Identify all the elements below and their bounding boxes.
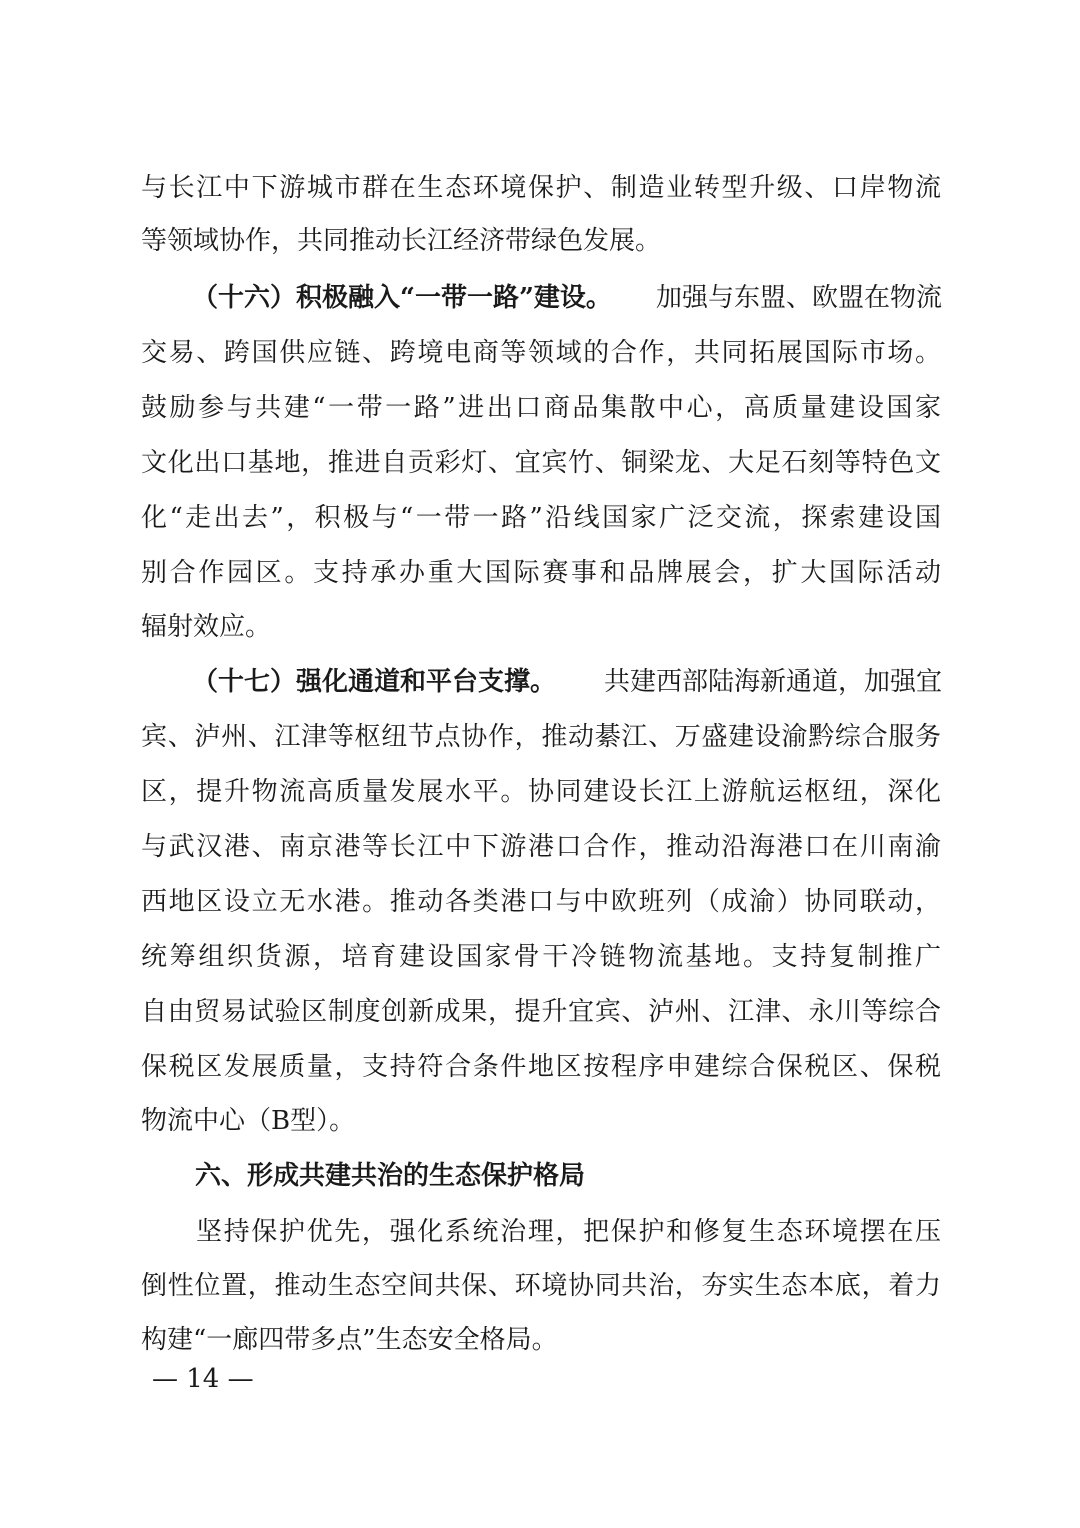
paragraph-line: 文化出口基地，推进自贡彩灯、宜宾竹、铜梁龙、大足石刻等特色文 (141, 448, 941, 478)
section-17-first-line (192, 662, 942, 702)
section-16-text-start: 加强与东盟、欧盟在物流 (655, 283, 942, 313)
section-17-text-start: 共建西部陆海新通道，加强宜 (603, 667, 942, 697)
paragraph-line: 与长江中下游城市群在生态环境保护、制造业转型升级、口岸物流 (141, 173, 941, 203)
paragraph-line: 西地区设立无水港。推动各类港口与中欧班列（成渝）协同联动， (141, 887, 941, 917)
paragraph-line: 交易、跨国供应链、跨境电商等领域的合作，共同拓展国际市场。 (141, 338, 941, 368)
section-16-title: （十六）积极融入“一带一路”建设。 (192, 283, 612, 313)
section-17-title: （十七）强化通道和平台支撑。 (192, 667, 557, 697)
paragraph-line: 化“走出去”，积极与“一带一路”沿线国家广泛交流，探索建设国 (141, 503, 941, 533)
paragraph-line: 统筹组织货源，培育建设国家骨干冷链物流基地。支持复制推广 (141, 942, 941, 972)
paragraph-line: 等领域协作，共同推动长江经济带绿色发展。 (141, 226, 662, 256)
paragraph-line: 区，提升物流高质量发展水平。协同建设长江上游航运枢纽，深化 (141, 777, 941, 807)
paragraph-line: 鼓励参与共建“一带一路”进出口商品集散中心，高质量建设国家 (141, 393, 941, 423)
paragraph-line: 物流中心（B型）。 (141, 1106, 356, 1136)
paragraph-line: 构建“一廊四带多点”生态安全格局。 (141, 1325, 558, 1355)
paragraph-line: 坚持保护优先，强化系统治理，把保护和修复生态环境摆在压 (196, 1217, 941, 1247)
section-16-first-line (192, 278, 942, 318)
paragraph-line: 辐射效应。 (141, 612, 272, 642)
paragraph-line: 保税区发展质量，支持符合条件地区按程序申建综合保税区、保税 (141, 1052, 941, 1082)
paragraph-line: 倒性位置，推动生态空间共保、环境协同共治，夯实生态本底，着力 (141, 1271, 941, 1301)
paragraph-line: 自由贸易试验区制度创新成果，提升宜宾、泸州、江津、永川等综合 (141, 997, 941, 1027)
page-number: — 14 — (152, 1364, 254, 1394)
paragraph-line: 别合作园区。支持承办重大国际赛事和品牌展会，扩大国际活动 (141, 558, 941, 588)
paragraph-line: 与武汉港、南京港等长江中下游港口合作，推动沿海港口在川南渝 (141, 832, 941, 862)
paragraph-line: 宾、泸州、江津等枢纽节点协作，推动綦江、万盛建设渝黔综合服务 (141, 722, 941, 752)
section-heading: 六、形成共建共治的生态保护格局 (195, 1161, 586, 1191)
